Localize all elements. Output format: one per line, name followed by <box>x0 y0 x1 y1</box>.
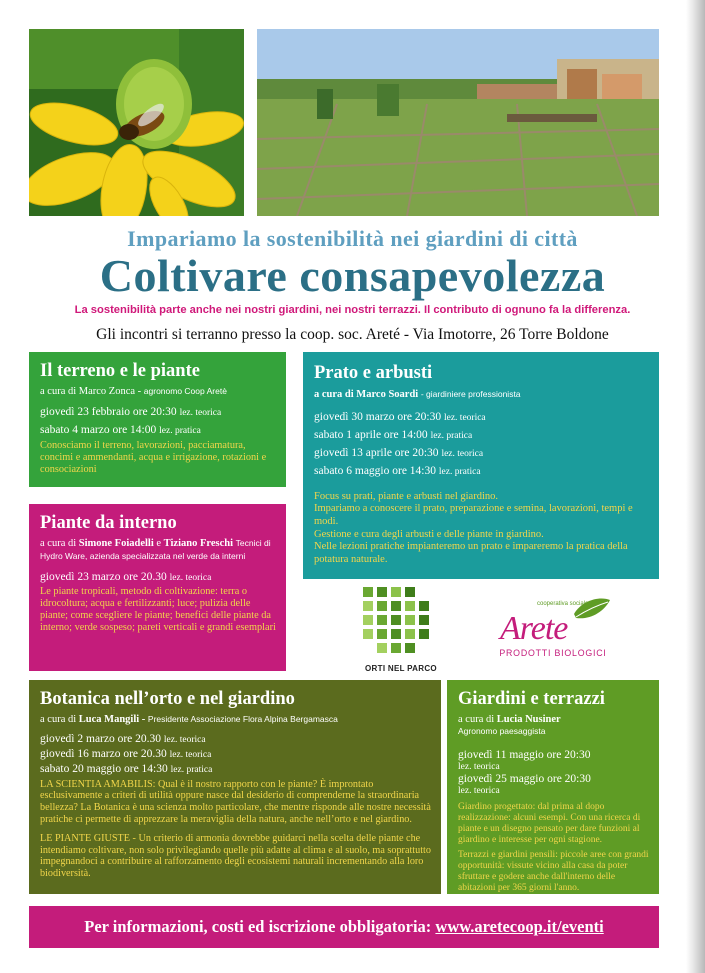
venue-info: Gli incontri si terranno presso la coop. soc. Areté - Via Imotorre, 26 Torre Boldone <box>96 326 609 343</box>
session-when: sabato 1 aprile ore 14:00 <box>314 429 428 442</box>
logo-square <box>377 615 387 625</box>
session-list <box>458 749 649 797</box>
session-type: lez. teorica <box>443 413 486 424</box>
course-title: Il terreno e le piante <box>40 361 200 381</box>
logo-square <box>377 643 387 653</box>
logo-square <box>363 615 373 625</box>
session-type: lez. teorica <box>179 408 222 419</box>
curator-name: Simone Foiadelli <box>78 538 154 550</box>
session-type: lez. teorica <box>458 762 500 773</box>
session-type: lez. pratica <box>430 431 473 442</box>
session-item <box>40 569 276 586</box>
session-when: sabato 20 maggio ore 14:30 <box>40 762 168 775</box>
curator-name: Luca Mangili - <box>78 714 146 726</box>
description-line: Nelle lezioni pratiche impianteremo un prato e impareremo la pratica della potatura naturale. <box>314 541 628 565</box>
logo-square <box>419 615 429 625</box>
course-description: Giardino progettato: dal prima al dopo realizzazione: alcuni esempi. Con una ricerca di piante e un disegno pensato per dare funzioni al giardino e interesse per ogni stagione. <box>458 802 641 846</box>
session-list <box>314 409 649 480</box>
session-type: lez. teorica <box>169 750 212 761</box>
course-curator <box>40 385 276 398</box>
curator-prefix: a cura di Marco Soardi <box>314 389 419 401</box>
info-footer <box>29 906 659 948</box>
logo-square <box>419 601 429 611</box>
session-when: giovedì 25 maggio ore 20:30 <box>458 773 591 786</box>
description-line: Gestione e cura degli arbusti e delle piante in giardino. <box>314 528 544 540</box>
flower-bee-photo <box>29 29 244 216</box>
course-title: Botanica nell’orto e nel giardino <box>40 689 295 709</box>
session-item <box>314 463 649 481</box>
session-when: giovedì 13 aprile ore 20:30 <box>314 447 439 460</box>
subtitle: Impariamo la sostenibilità nei giardini di città <box>127 226 578 251</box>
logo-square <box>391 587 401 597</box>
logo-square <box>391 601 401 611</box>
course-description: Terrazzi e giardini pensili: piccole aree con grandi opportunità: vissute vicino alla casa da poter sfruttare e godere anche dall'interno delle abitazioni per 365 giorni l'anno. <box>458 850 649 894</box>
session-type: lez. teorica <box>169 572 212 583</box>
page-edge-shadow <box>686 0 705 973</box>
session-item <box>458 773 649 797</box>
session-item <box>314 409 649 427</box>
orti-nel-parco-label: ORTI NEL PARCO <box>365 664 437 673</box>
course-curator <box>458 713 649 737</box>
session-when: giovedì 16 marzo ore 20.30 <box>40 748 167 761</box>
description-line: Impariamo a conoscere il prato, preparazione e semina, lavorazioni, tempi e modi. <box>314 503 633 527</box>
curator-and: e <box>156 538 162 550</box>
session-when: giovedì 30 marzo ore 20:30 <box>314 411 442 424</box>
session-type: lez. teorica <box>163 735 206 746</box>
course-description: Conosciamo il terreno, lavorazioni, pacciamatura, concimi e ammendanti, acqua e irrigazione, rotazioni e consociazioni <box>40 439 267 475</box>
course-piante-box <box>29 504 286 671</box>
curator-role: Presidente Associazione Flora Alpina Bergamasca <box>147 714 338 725</box>
curator-role: agronomo Coop Aretè <box>143 386 227 397</box>
curator-role: Agronomo paesaggista <box>458 726 546 737</box>
course-curator <box>40 713 431 726</box>
course-botanica-box <box>29 680 441 894</box>
logo-square <box>391 629 401 639</box>
curator-prefix: a cura di <box>40 714 77 726</box>
session-item <box>40 404 276 421</box>
session-item <box>314 445 649 463</box>
session-when: giovedì 23 febbraio ore 20:30 <box>40 406 177 419</box>
logo-square <box>405 615 415 625</box>
curator-prefix: a cura di <box>40 538 77 550</box>
logo-square <box>363 629 373 639</box>
logo-square <box>377 629 387 639</box>
session-item <box>40 747 431 762</box>
curator-role: Tecnici di Hydro Ware, azienda specializzata nel verde da interni <box>40 538 271 562</box>
session-type: lez. pratica <box>170 764 213 775</box>
session-when: sabato 6 maggio ore 14:30 <box>314 464 437 477</box>
course-curator <box>314 388 649 401</box>
curator-role: - giardiniere professionista <box>420 389 521 400</box>
logo-square <box>363 601 373 611</box>
session-when: giovedì 11 maggio ore 20:30 <box>458 749 591 762</box>
logo-square <box>405 601 415 611</box>
logo-square <box>405 629 415 639</box>
logo-square <box>377 601 387 611</box>
footer-link[interactable]: www.aretecoop.it/eventi <box>435 917 604 936</box>
orti-nel-parco-logo <box>363 587 433 662</box>
logo-square <box>391 643 401 653</box>
course-description: Le piante tropicali, metodo di coltivazione: terra o idrocoltura; acqua e fertilizzanti; luce; pulizia delle piante; come scegliere le piante; benefici delle piante da interno; verde sospeso; pareti verticali e grandi esemplari <box>40 585 276 633</box>
session-item <box>40 732 431 747</box>
tagline: La sostenibilità parte anche nei nostri giardini, nei nostri terrazzi. Il contributo di ognuno fa la differenza. <box>74 304 631 316</box>
session-list <box>40 404 276 439</box>
svg-text:cooperativa sociale: cooperativa sociale <box>537 601 589 607</box>
curator-name: Tiziano Freschi <box>163 538 233 550</box>
logo-square <box>363 587 373 597</box>
course-prato-box <box>303 352 659 579</box>
course-description: LA SCIENTIA AMABILIS: Qual è il nostro rapporto con le piante? È improntato esclusivamente a criteri di utilità oppure nasce dal desiderio di comprenderne la straordinaria bellezza? La Botanica è una scienza molto particolare, che mentre risponde alle nostre necessità pratiche ci permette di apprezzare la meraviglia della natura, anche nell’orto e nel giardino. <box>40 778 431 825</box>
curator-prefix: a cura di <box>458 714 495 726</box>
session-type: lez. teorica <box>441 449 484 460</box>
logo-square <box>419 629 429 639</box>
logo-square <box>391 615 401 625</box>
curator-prefix: a cura di Marco Zonca - <box>40 386 142 398</box>
session-type: lez. teorica <box>458 786 500 797</box>
logo-square <box>377 587 387 597</box>
session-list <box>40 569 276 586</box>
session-type: lez. pratica <box>438 466 481 477</box>
session-when: giovedì 2 marzo ore 20.30 <box>40 733 162 746</box>
footer-label: Per informazioni, costi ed iscrizione obbligatoria: <box>84 917 432 936</box>
session-when: giovedì 23 marzo ore 20.30 <box>40 570 167 583</box>
arete-logo-name: Arete <box>500 610 568 647</box>
course-title: Giardini e terrazzi <box>458 689 605 709</box>
arete-logo-subtitle: PRODOTTI BIOLOGICI <box>499 648 607 658</box>
course-title: Prato e arbusti <box>314 363 433 383</box>
session-item <box>40 762 431 777</box>
course-giardini-box <box>447 680 659 894</box>
course-curator <box>40 537 276 563</box>
session-list <box>40 732 431 776</box>
session-type: lez. pratica <box>159 425 201 436</box>
session-item <box>40 422 276 439</box>
curator-name: Lucia Nusiner <box>496 714 561 726</box>
course-description: LE PIANTE GIUSTE - Un criterio di armonia dovrebbe guidarci nella scelta delle piante che intendiamo coltivare, non solo privilegiando quelle più adatte al clima e al suolo, ma soprattutto impegnandoci a contribuire al rafforzamento degli ecosistemi naturali incrementando alla loro biodiversità. <box>40 833 431 879</box>
community-garden-photo <box>257 29 659 216</box>
course-description <box>314 491 649 567</box>
session-item <box>314 427 649 445</box>
course-title: Piante da interno <box>40 513 177 533</box>
page-title: Coltivare consapevolezza <box>99 250 606 301</box>
session-when: sabato 4 marzo ore 14:00 <box>40 423 157 436</box>
logo-square <box>405 643 415 653</box>
session-item <box>458 749 649 773</box>
course-terreno-box <box>29 352 286 487</box>
logo-square <box>405 587 415 597</box>
description-line: Focus su prati, piante e arbusti nel giardino. <box>314 490 499 502</box>
